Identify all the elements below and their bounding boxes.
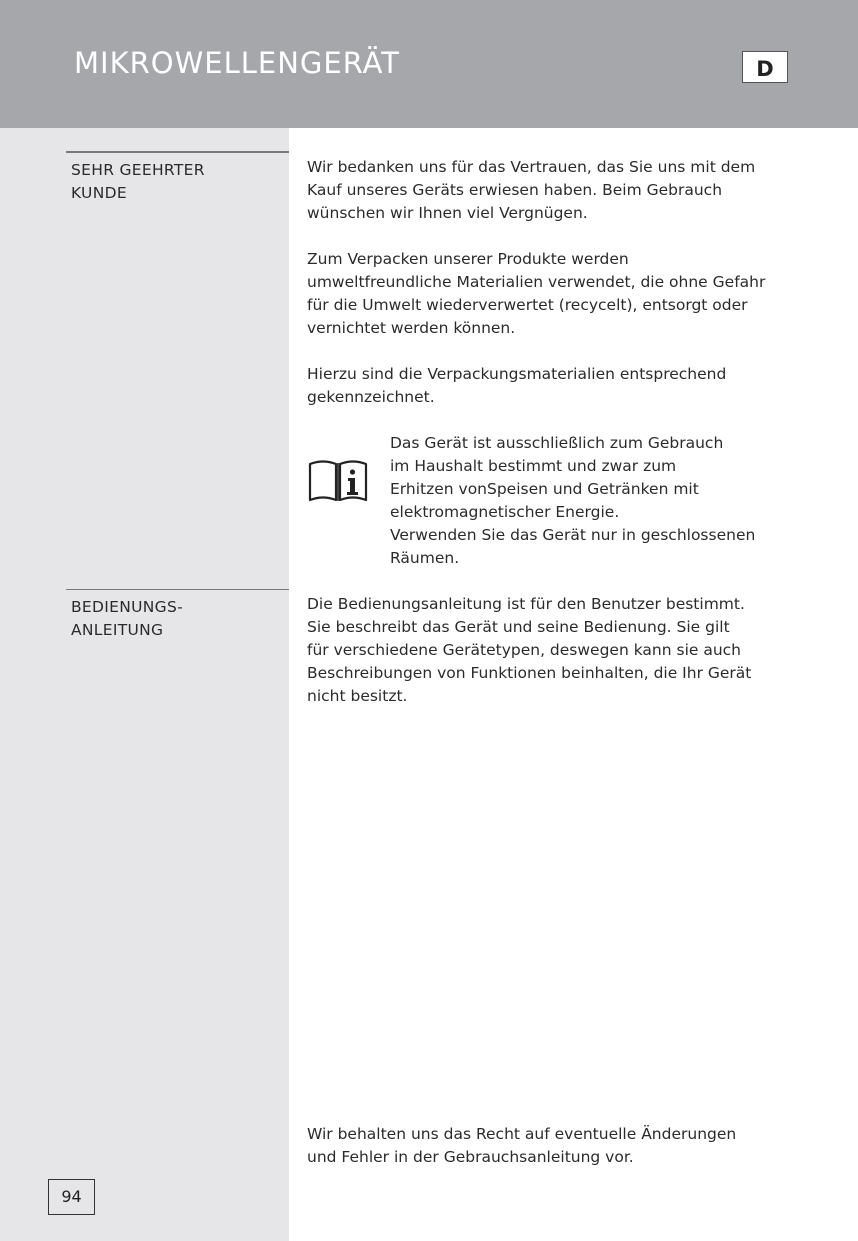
text-line: nicht besitzt.	[307, 687, 408, 705]
text-line: im Haushalt bestimmt und zwar zum	[390, 457, 677, 475]
text-line: Sie beschreibt das Gerät und seine Bedienung. Sie gilt	[307, 618, 730, 636]
language-badge: D	[742, 51, 788, 83]
text-line: Erhitzen vonSpeisen und Getränken mit	[390, 480, 699, 498]
sidebar	[0, 128, 289, 1241]
text-line: Wir bedanken uns für das Vertrauen, das Sie uns mit dem	[307, 158, 756, 176]
text-line: Die Bedienungsanleitung ist für den Benutzer bestimmt.	[307, 595, 745, 613]
paragraph-thanks	[307, 156, 807, 225]
text-line: für die Umwelt wiederverwertet (recycelt), entsorgt oder	[307, 296, 748, 314]
text-line: gekennzeichnet.	[307, 388, 435, 406]
heading-line: ANLEITUNG	[71, 621, 164, 639]
text-line: elektromagnetischer Energie.	[390, 503, 620, 521]
page-header	[0, 0, 858, 128]
text-line: Das Gerät ist ausschließlich zum Gebrauch	[390, 434, 724, 452]
info-book-icon	[307, 458, 369, 504]
heading-line: KUNDE	[71, 184, 127, 202]
text-line: wünschen wir Ihnen viel Vergnügen.	[307, 204, 588, 222]
text-line: Wir behalten uns das Recht auf eventuelle Änderungen	[307, 1125, 737, 1143]
text-line: Hierzu sind die Verpackungsmaterialien entsprechend	[307, 365, 727, 383]
text-line: vernichtet werden können.	[307, 319, 516, 337]
section-heading-manual	[66, 589, 289, 642]
text-line: für verschiedene Gerätetypen, deswegen kann sie auch	[307, 641, 741, 659]
text-line: Verwenden Sie das Gerät nur in geschlossenen	[390, 526, 756, 544]
section-heading-greeting	[66, 151, 289, 205]
info-note	[390, 432, 858, 570]
disclaimer	[307, 1123, 807, 1169]
text-line: Kauf unseres Geräts erwiesen haben. Beim Gebrauch	[307, 181, 723, 199]
heading-line: BEDIENUNGS-	[71, 598, 184, 616]
paragraph-manual	[307, 593, 807, 708]
text-line: umweltfreundliche Materialien verwendet, die ohne Gefahr	[307, 273, 766, 291]
paragraph-marking	[307, 363, 807, 409]
text-line: Räumen.	[390, 549, 460, 567]
text-line: Beschreibungen von Funktionen beinhalten, die Ihr Gerät	[307, 664, 752, 682]
paragraph-packaging	[307, 248, 807, 340]
page-number: 94	[48, 1179, 95, 1215]
text-line: und Fehler in der Gebrauchsanleitung vor.	[307, 1148, 634, 1166]
page-title: MIKROWELLENGERÄT	[74, 46, 400, 80]
text-line: Zum Verpacken unserer Produkte werden	[307, 250, 629, 268]
heading-line: SEHR GEEHRTER	[71, 161, 205, 179]
